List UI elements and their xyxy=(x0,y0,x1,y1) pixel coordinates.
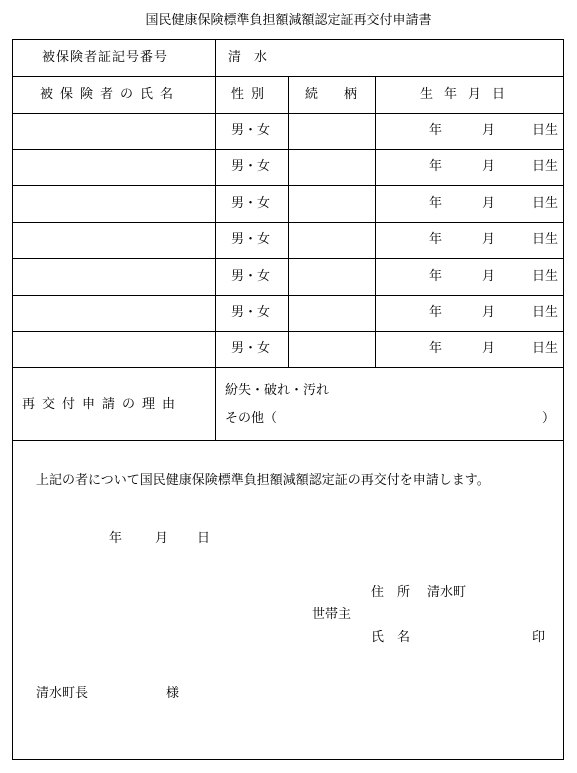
birth-year: 年 xyxy=(429,232,443,247)
sex-choice[interactable]: 男・女 xyxy=(231,196,271,211)
birth-month: 月 xyxy=(482,159,496,174)
sex-choice[interactable]: 男・女 xyxy=(231,269,271,284)
header-sex: 性別 xyxy=(231,87,272,102)
header-relation: 続 柄 xyxy=(305,87,358,102)
date-month[interactable]: 月 xyxy=(155,531,169,546)
rule-after-rows xyxy=(12,367,564,368)
birth-year: 年 xyxy=(429,123,443,138)
birth-month: 月 xyxy=(482,123,496,138)
birth-year: 年 xyxy=(429,305,443,320)
col-divider-relation xyxy=(375,76,376,367)
birth-day: 日生 xyxy=(532,341,559,356)
sex-choice[interactable]: 男・女 xyxy=(231,123,271,138)
seal-mark: 印 xyxy=(532,630,546,645)
household-head-label: 世帯主 xyxy=(312,607,352,622)
birth-year: 年 xyxy=(429,196,443,211)
birth-year: 年 xyxy=(429,269,443,284)
birth-month: 月 xyxy=(482,232,496,247)
birth-day: 日生 xyxy=(532,269,559,284)
birth-month: 月 xyxy=(482,269,496,284)
col-divider-sex xyxy=(288,76,289,367)
birth-year: 年 xyxy=(429,159,443,174)
reason-option-lost[interactable]: 紛失・破れ・汚れ xyxy=(225,383,330,398)
rule-after-reason xyxy=(12,440,564,441)
birth-day: 日生 xyxy=(532,232,559,247)
sex-choice[interactable]: 男・女 xyxy=(231,341,271,356)
reason-option-other[interactable]: その他（ xyxy=(225,411,278,426)
birth-month: 月 xyxy=(482,341,496,356)
sex-choice[interactable]: 男・女 xyxy=(231,305,271,320)
date-day[interactable]: 日 xyxy=(197,531,211,546)
header-name: 被保険者の氏名 xyxy=(40,87,181,102)
addressee-name: 清水町長 xyxy=(36,686,89,701)
address-field[interactable]: 清水町 xyxy=(427,585,467,600)
addressee-honorific: 様 xyxy=(166,686,180,701)
insured-number-label: 被保険者証記号番号 xyxy=(42,50,169,65)
name-label: 氏 名 xyxy=(371,630,411,645)
form-title: 国民健康保険標準負担額減額認定証再交付申請書 xyxy=(145,13,432,28)
sex-choice[interactable]: 男・女 xyxy=(231,232,271,247)
reason-label: 再交付申請の理由 xyxy=(22,397,183,412)
birth-month: 月 xyxy=(482,305,496,320)
birth-year: 年 xyxy=(429,341,443,356)
header-birthdate: 生年月日 xyxy=(420,87,517,102)
birth-day: 日生 xyxy=(532,305,559,320)
birth-day: 日生 xyxy=(532,123,559,138)
statement-text: 上記の者について国民健康保険標準負担額減額認定証の再交付を申請します。 xyxy=(36,473,490,488)
birth-day: 日生 xyxy=(532,196,559,211)
birth-day: 日生 xyxy=(532,159,559,174)
col-divider-main xyxy=(215,39,216,440)
date-year[interactable]: 年 xyxy=(109,531,123,546)
sex-choice[interactable]: 男・女 xyxy=(231,159,271,174)
insured-number-field[interactable]: 清 水 xyxy=(228,50,268,65)
birth-month: 月 xyxy=(482,196,496,211)
reason-other-close: ） xyxy=(542,411,556,426)
address-label: 住 所 xyxy=(371,585,411,600)
